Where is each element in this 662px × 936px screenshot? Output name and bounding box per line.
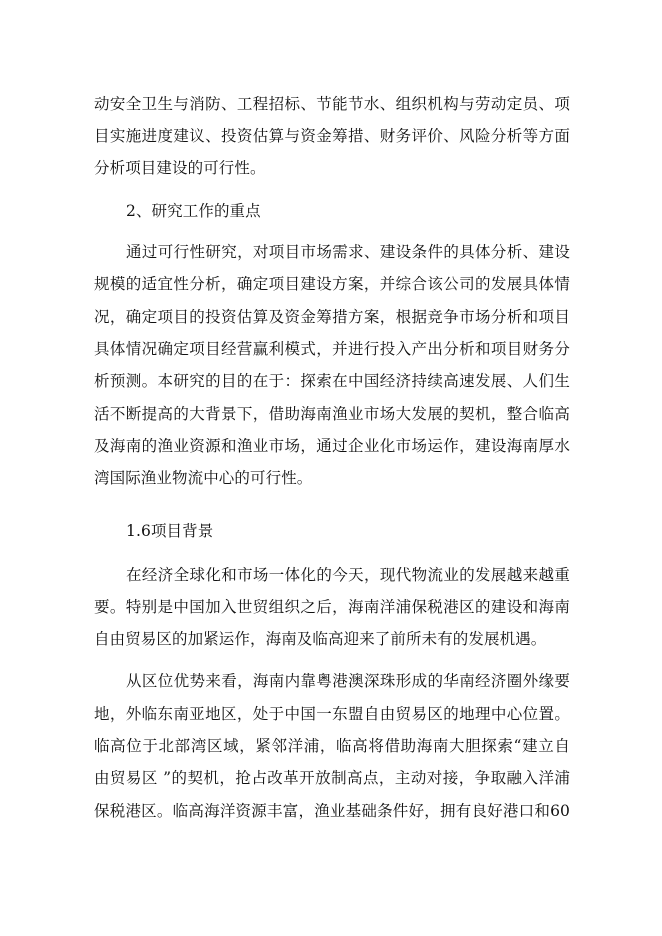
paragraph-line: 目实施进度建议、投资估算与资金筹措、财务评价、风险分析等方面 xyxy=(94,127,570,145)
paragraph-line: 临高位于北部湾区域，紧邻洋浦，临高将借助海南大胆探索“建立自 xyxy=(94,737,570,755)
paragraph-line: 况，确定项目的投资估算及资金筹措方案，根据竞争市场分析和项目 xyxy=(94,308,570,326)
paragraph-line: 分析项目建设的可行性。 xyxy=(94,159,266,177)
paragraph-line: 自由贸易区的加紧运作，海南及临高迎来了前所未有的发展机遇。 xyxy=(94,630,547,648)
section-heading: 1.6项目背景 xyxy=(126,522,214,540)
paragraph-line: 动安全卫生与消防、工程招标、节能节水、组织机构与劳动定员、项 xyxy=(94,95,570,113)
paragraph-line: 湾国际渔业物流中心的可行性。 xyxy=(94,469,313,487)
paragraph-line: 从区位优势来看，海南内靠粤港澳深珠形成的华南经济圈外缘要 xyxy=(126,672,570,690)
section-heading: 2、研究工作的重点 xyxy=(126,202,261,220)
paragraph-line: 由贸易区 ”的契机，抢占改革开放制高点，主动对接，争取融入洋浦 xyxy=(94,769,570,787)
paragraph-line: 保税港区。临高海洋资源丰富，渔业基础条件好，拥有良好港口和60 xyxy=(94,802,570,820)
paragraph-line: 析预测。本研究的目的在于：探索在中国经济持续高速发展、人们生 xyxy=(94,372,570,390)
paragraph-line: 及海南的渔业资源和渔业市场，通过企业化市场运作，建设海南厚水 xyxy=(94,437,570,455)
paragraph-line: 规模的适宜性分析，确定项目建设方案，并综合该公司的发展具体情 xyxy=(94,275,570,293)
paragraph-line: 具体情况确定项目经营赢利模式，并进行投入产出分析和项目财务分 xyxy=(94,340,570,358)
paragraph-line: 活不断提高的大背景下，借助海南渔业市场大发展的契机，整合临高 xyxy=(94,405,570,423)
paragraph-line: 要。特别是中国加入世贸组织之后，海南洋浦保税港区的建设和海南 xyxy=(94,598,570,616)
paragraph-line: 通过可行性研究，对项目市场需求、建设条件的具体分析、建设 xyxy=(126,243,570,261)
paragraph-line: 在经济全球化和市场一体化的今天，现代物流业的发展越来越重 xyxy=(126,566,570,584)
paragraph-line: 地，外临东南亚地区，处于中国一东盟自由贸易区的地理中心位置。 xyxy=(94,705,570,723)
